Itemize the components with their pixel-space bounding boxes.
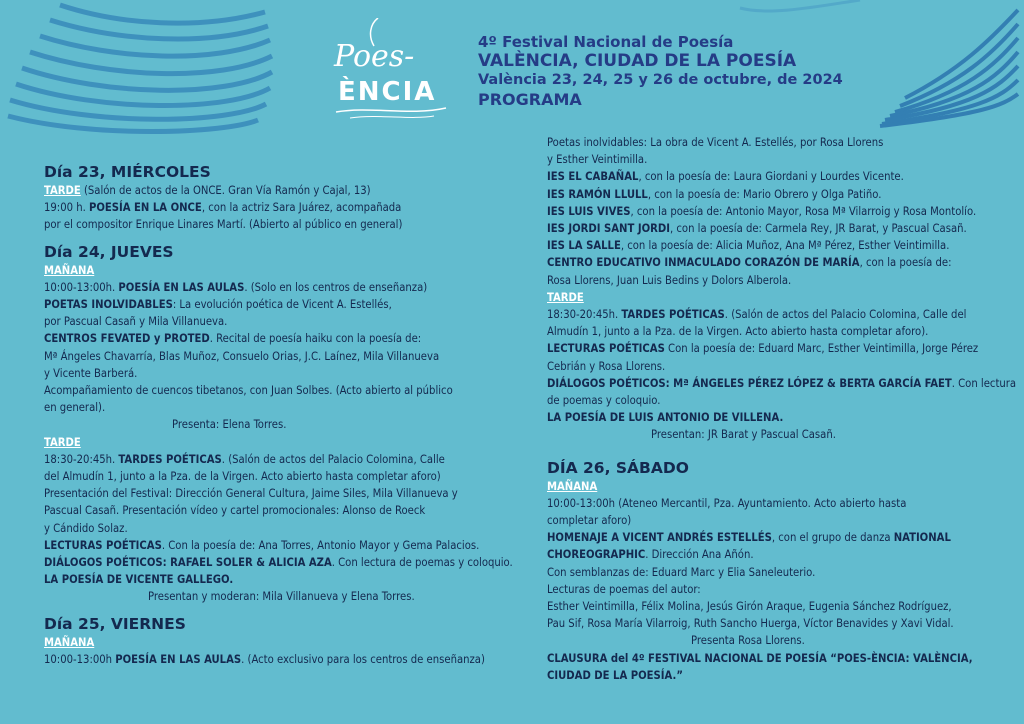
event-text: : La evolución poética de Vicent A. Estellés, <box>172 298 392 312</box>
event-text: , con la poesía de: Alicia Muñoz, Ana Mª Pérez, Esther Veintimilla. <box>620 239 950 253</box>
event-title: CHOREOGRAPHIC <box>547 548 646 562</box>
header <box>478 33 843 109</box>
slot-tarde: TARDE <box>44 184 81 197</box>
logo-line2: ÈNCIA <box>338 77 437 107</box>
event-title: DIÁLOGOS POÉTICOS: RAFAEL SOLER & ALICIA AZA <box>44 556 332 570</box>
event-text: Almudín 1, junto a la Pza. de la Virgen. Acto abierto hasta completar aforo). <box>547 325 929 339</box>
event-text: Acompañamiento de cuencos tibetanos, con Juan Solbes. (Acto abierto al público <box>44 384 453 398</box>
event-text: 10:00-13:00h (Ateneo Mercantil, Pza. Ayuntamiento. Acto abierto hasta <box>547 496 907 510</box>
event-text: . (Acto exclusivo para los centros de enseñanza) <box>241 652 485 666</box>
event-text: de poemas y coloquio. <box>547 394 661 408</box>
festival-dates: València 23, 24, 25 y 26 de octubre, de 2024 <box>478 72 843 88</box>
event-title: LECTURAS POÉTICAS <box>44 538 162 552</box>
school-name: CENTRO EDUCATIVO INMACULADO CORAZÓN DE MARÍA <box>547 256 860 270</box>
event-text: . (Salón de actos del Palacio Colomina, Calle <box>221 452 445 466</box>
event-text: , con la poesía de: Antonio Mayor, Rosa Mª Vilarroig y Rosa Montolío. <box>630 204 977 218</box>
event-title: TARDES POÉTICAS <box>621 308 725 322</box>
closing-title: CIUDAD DE LA POESÍA.” <box>547 668 683 682</box>
event-text: . Con la poesía de: Ana Torres, Antonio Mayor y Gema Palacios. <box>161 538 480 552</box>
slot-tarde: TARDE <box>44 435 81 449</box>
time-text: 10:00-13:00h. <box>44 280 119 294</box>
event-text: Pau Sif, Rosa María Vilarroig, Ruth Sancho Huerga, Víctor Benavides y Xavi Vidal. <box>547 617 954 631</box>
left-column <box>44 162 513 668</box>
event-title: LECTURAS POÉTICAS <box>547 342 665 356</box>
closing-title: CLAUSURA del 4º FESTIVAL NACIONAL DE POESÍA “POES-ÈNCIA: VALÈNCIA, <box>547 651 973 665</box>
event-text: . Recital de poesía haiku con la poesía de: <box>209 332 422 346</box>
presenter-text: Presenta Rosa Llorens. <box>691 634 805 648</box>
school-name: IES JORDI SANT JORDI <box>547 222 670 236</box>
event-text: por el compositor Enrique Linares Martí. (Abierto al público en general) <box>44 218 403 232</box>
event-title: HOMENAJE A VICENT ANDRÉS ESTELLÉS <box>547 531 772 545</box>
event-title: LA POESÍA DE LUIS ANTONIO DE VILLENA. <box>547 411 784 425</box>
event-title: POESÍA EN LAS AULAS <box>115 652 242 666</box>
event-text: Presentación del Festival: Dirección General Cultura, Jaime Siles, Mila Villanueva y <box>44 487 458 501</box>
event-title: NATIONAL <box>893 531 951 545</box>
day-26-title: DÍA 26, SÁBADO <box>547 458 689 477</box>
event-text: y Vicente Barberá. <box>44 366 138 380</box>
event-text: , con el grupo de danza <box>771 531 894 545</box>
festival-edition: 4º Festival Nacional de Poesía <box>478 33 734 51</box>
event-text: , con la actriz Sara Juárez, acompañada <box>201 201 402 215</box>
event-text: y Cándido Solaz. <box>44 521 128 535</box>
slot-manana: MAÑANA <box>44 263 95 277</box>
event-title: DIÁLOGOS POÉTICOS: Mª ÁNGELES PÉREZ LÓPEZ & BERTA GARCÍA FAET <box>547 376 952 390</box>
logo-line1: Poes- <box>334 39 415 74</box>
event-text: del Almudín 1, junto a la Pza. de la Virgen. Acto abierto hasta completar aforo) <box>44 470 441 484</box>
school-name: IES LA SALLE <box>547 239 621 253</box>
event-title: CENTROS FEVATED y PROTED <box>44 332 210 346</box>
event-text: en general). <box>44 401 106 415</box>
day-24-title: Día 24, JUEVES <box>44 242 174 261</box>
venue-text: (Salón de actos de la ONCE. Gran Vía Ramón y Cajal, 13) <box>80 184 371 197</box>
programa-title: PROGRAMA <box>478 90 582 109</box>
event-title: TARDES POÉTICAS <box>118 452 222 466</box>
event-text: . Con lectura de poemas y coloquio. <box>331 556 513 570</box>
festival-city: VALÈNCIA, CIUDAD DE LA POESÍA <box>478 51 797 71</box>
day-25-title: Día 25, VIERNES <box>44 614 186 633</box>
event-text: . Dirección Ana Añón. <box>645 548 754 562</box>
slot-tarde: TARDE <box>547 290 584 304</box>
school-name: IES RAMÓN LLULL <box>547 187 648 201</box>
presenter-text: Presentan: JR Barat y Pascual Casañ. <box>651 428 836 442</box>
slot-manana: MAÑANA <box>44 635 95 649</box>
time-text: 19:00 h. <box>44 201 89 215</box>
event-text: Poetas inolvidables: La obra de Vicent A. Estellés, por Rosa Llorens <box>547 136 884 149</box>
event-title: LA POESÍA DE VICENTE GALLEGO. <box>44 573 234 587</box>
event-text: , con la poesía de: Mario Obrero y Olga Patiño. <box>647 187 882 201</box>
event-title: POESÍA EN LA ONCE <box>88 201 202 215</box>
presenter-text: Presenta: Elena Torres. <box>172 418 287 432</box>
right-column <box>547 134 1016 684</box>
time-text: 18:30-20:45h. <box>44 452 119 466</box>
event-text: Con semblanzas de: Eduard Marc y Elia Saneleuterio. <box>547 565 816 579</box>
event-text: . (Solo en los centros de enseñanza) <box>244 280 428 294</box>
event-text: Rosa Llorens, Juan Luis Bedins y Dolors Alberola. <box>547 273 792 287</box>
school-name: IES LUIS VIVES <box>547 204 631 218</box>
event-text: y Esther Veintimilla. <box>547 153 648 167</box>
event-text: Con la poesía de: Eduard Marc, Esther Veintimilla, Jorge Pérez <box>664 342 979 356</box>
event-text: , con la poesía de: <box>859 256 952 270</box>
slot-manana: MAÑANA <box>547 479 598 493</box>
presenter-text: Presentan y moderan: Mila Villanueva y Elena Torres. <box>148 590 415 604</box>
event-text: Lecturas de poemas del autor: <box>547 582 701 596</box>
school-name: IES EL CABAÑAL <box>547 170 639 184</box>
event-title: POETAS INOLVIDABLES <box>44 298 173 312</box>
poesencia-logo <box>330 18 450 128</box>
time-text: 10:00-13:00h <box>44 652 116 666</box>
event-text: . Con lectura <box>951 376 1017 390</box>
event-text: , con la poesía de: Carmela Rey, JR Barat, y Pascual Casañ. <box>670 222 967 236</box>
event-text: , con la poesía de: Laura Giordani y Lourdes Vicente. <box>638 170 904 184</box>
event-title: POESÍA EN LAS AULAS <box>118 280 245 294</box>
event-text: Esther Veintimilla, Félix Molina, Jesús Girón Araque, Eugenia Sánchez Rodríguez, <box>547 600 952 614</box>
event-text: . (Salón de actos del Palacio Colomina, Calle del <box>724 308 967 322</box>
event-text: por Pascual Casañ y Mila Villanueva. <box>44 315 228 329</box>
time-text: 18:30-20:45h. <box>547 308 622 322</box>
event-text: Cebrián y Rosa Llorens. <box>547 359 666 373</box>
event-text: Pascual Casañ. Presentación vídeo y cartel promocionales: Alonso de Roeck <box>44 504 426 518</box>
event-text: Mª Ángeles Chavarría, Blas Muñoz, Consuelo Orias, J.C. Laínez, Mila Villanueva <box>44 349 440 363</box>
day-23-title: Día 23, MIÉRCOLES <box>44 163 211 181</box>
event-text: completar aforo) <box>547 514 632 528</box>
